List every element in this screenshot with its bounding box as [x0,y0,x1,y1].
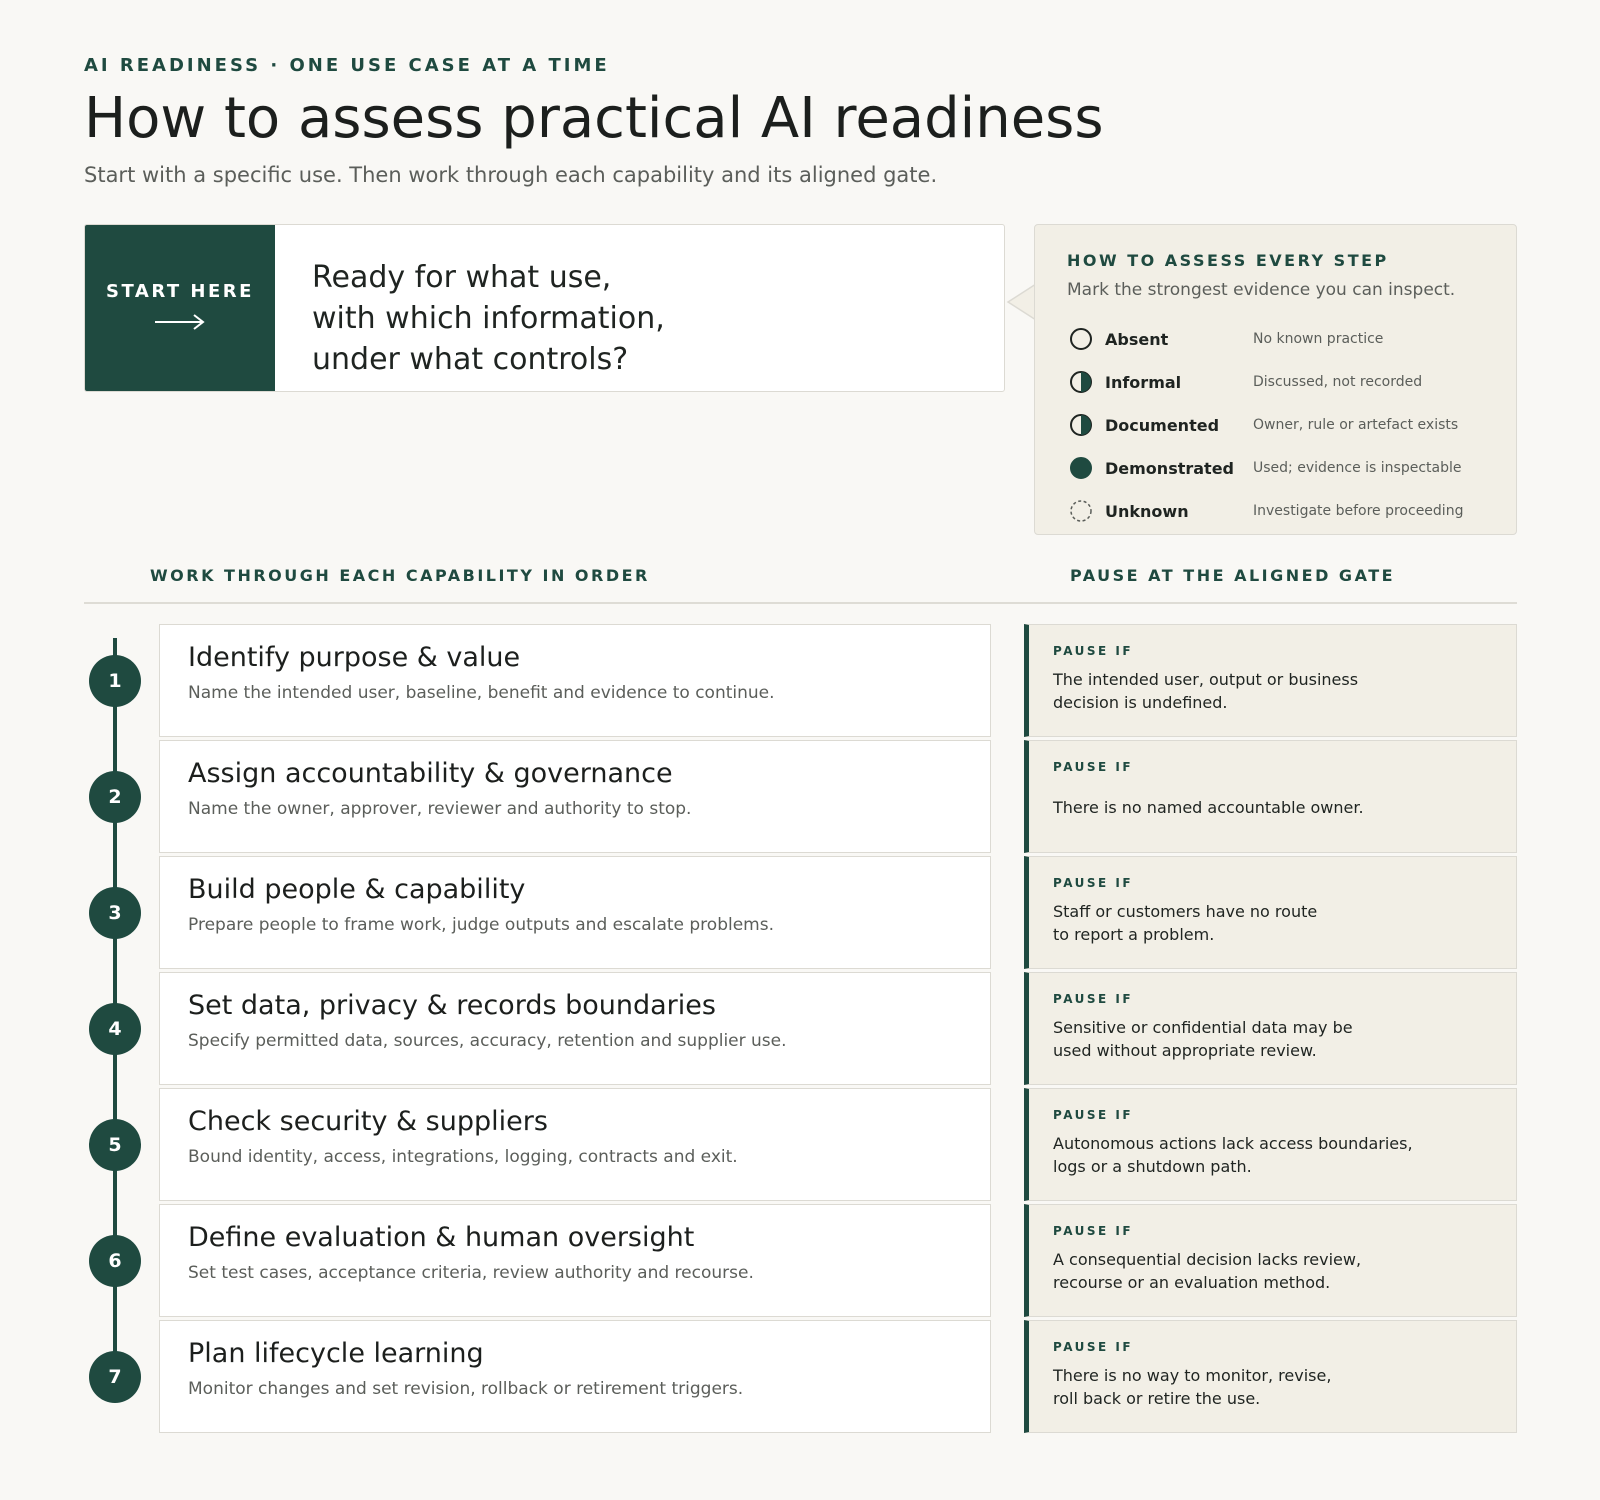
pause-gate-card [1024,856,1517,969]
capability-title: Identify purpose & value [188,642,521,673]
pause-condition-line: decision is undefined. [1053,693,1228,712]
pause-if-label: PAUSE IF [1053,644,1134,658]
legend-subtitle: Mark the strongest evidence you can inspect. [1067,280,1456,300]
capability-column-header: WORK THROUGH EACH CAPABILITY IN ORDER [150,566,650,585]
legend-level-name: Unknown [1105,501,1189,521]
legend-row-demonstrated [1069,455,1509,481]
pause-condition [1053,668,1493,714]
step-number-badge: 4 [89,1003,141,1055]
start-here-tab [85,225,275,391]
capability-title: Build people & capability [188,874,526,905]
pause-if-label: PAUSE IF [1053,876,1134,890]
dashed-circle-icon [1069,499,1093,523]
start-here-label: START HERE [106,280,254,302]
start-question-line: under what controls? [312,342,629,377]
pause-condition-line: A consequential decision lacks review, [1053,1250,1362,1269]
section-divider [84,602,1517,604]
capability-card [159,1204,991,1317]
legend-level-desc: Investigate before proceeding [1253,503,1464,519]
pause-condition-line: Sensitive or confidential data may be [1053,1018,1353,1037]
pause-condition-line: Staff or customers have no route [1053,902,1318,921]
page-subtitle: Start with a specific use. Then work through each capability and its aligned gate. [84,163,938,187]
pause-if-label: PAUSE IF [1053,1108,1134,1122]
capability-title: Assign accountability & governance [188,758,673,789]
legend-row-informal [1069,369,1509,395]
gate-column-header: PAUSE AT THE ALIGNED GATE [1070,566,1396,585]
pause-gate-card [1024,972,1517,1085]
start-question-line: with which information, [312,301,665,336]
legend-row-documented [1069,412,1509,438]
capability-card [159,740,991,853]
legend-level-desc: Owner, rule or artefact exists [1253,417,1459,433]
eyebrow: AI READINESS · ONE USE CASE AT A TIME [84,55,610,76]
pause-gate-card [1024,1320,1517,1433]
pause-if-label: PAUSE IF [1053,1340,1134,1354]
filled-circle-icon [1069,456,1093,480]
pause-gate-card [1024,1088,1517,1201]
half-circle-icon [1069,370,1093,394]
capability-card [159,624,991,737]
pause-condition [1053,1364,1493,1410]
capability-card [159,972,991,1085]
arrow-right-icon [154,314,206,330]
legend-level-desc: Used; evidence is inspectable [1253,460,1462,476]
step-number-badge: 3 [89,887,141,939]
pause-if-label: PAUSE IF [1053,992,1134,1006]
legend-title: HOW TO ASSESS EVERY STEP [1067,251,1389,270]
capability-card [159,856,991,969]
pause-condition-line: There is no named accountable owner. [1053,798,1364,817]
empty-circle-icon [1069,327,1093,351]
pause-gate-card [1024,1204,1517,1317]
legend-row-absent [1069,326,1509,352]
pause-condition-line: recourse or an evaluation method. [1053,1273,1331,1292]
legend-level-name: Documented [1105,415,1220,435]
capability-description: Prepare people to frame work, judge outputs and escalate problems. [188,915,774,935]
half-circle-icon [1069,413,1093,437]
capability-description: Name the owner, approver, reviewer and authority to stop. [188,799,692,819]
pause-condition-line: Autonomous actions lack access boundaries, [1053,1134,1413,1153]
legend-row-unknown [1069,498,1509,524]
pause-condition [1053,1132,1493,1178]
capability-title: Check security & suppliers [188,1106,548,1137]
capability-title: Define evaluation & human oversight [188,1222,695,1253]
pause-condition-line: There is no way to monitor, revise, [1053,1366,1332,1385]
step-number-badge: 1 [89,655,141,707]
start-here-card [84,224,1005,392]
legend-level-desc: Discussed, not recorded [1253,374,1423,390]
legend-level-name: Demonstrated [1105,458,1234,478]
page-title: How to assess practical AI readiness [84,86,1104,151]
pause-if-label: PAUSE IF [1053,1224,1134,1238]
pause-if-label: PAUSE IF [1053,760,1134,774]
legend-level-name: Informal [1105,372,1182,392]
pause-gate-card [1024,624,1517,737]
legend-level-name: Absent [1105,329,1169,349]
step-number-badge: 6 [89,1235,141,1287]
capability-description: Specify permitted data, sources, accuracy, retention and supplier use. [188,1031,787,1051]
step-number-badge: 5 [89,1119,141,1171]
step-number-badge: 7 [89,1351,141,1403]
capability-card [159,1088,991,1201]
pause-condition [1053,796,1493,819]
pause-condition [1053,1016,1493,1062]
capability-description: Bound identity, access, integrations, logging, contracts and exit. [188,1147,738,1167]
legend-pointer [1006,282,1036,322]
capability-card [159,1320,991,1433]
capability-description: Name the intended user, baseline, benefit and evidence to continue. [188,683,775,703]
start-question [275,225,665,391]
pause-condition [1053,1248,1493,1294]
capability-title: Plan lifecycle learning [188,1338,484,1369]
capability-title: Set data, privacy & records boundaries [188,990,716,1021]
step-number-badge: 2 [89,771,141,823]
pause-condition-line: The intended user, output or business [1053,670,1359,689]
pause-condition-line: roll back or retire the use. [1053,1389,1261,1408]
pause-condition-line: to report a problem. [1053,925,1215,944]
capability-description: Set test cases, acceptance criteria, review authority and recourse. [188,1263,754,1283]
assessment-legend [1034,224,1517,535]
pause-gate-card [1024,740,1517,853]
pause-condition-line: used without appropriate review. [1053,1041,1317,1060]
pause-condition-line: logs or a shutdown path. [1053,1157,1252,1176]
capability-description: Monitor changes and set revision, rollback or retirement triggers. [188,1379,744,1399]
start-question-line: Ready for what use, [312,260,612,295]
legend-level-desc: No known practice [1253,331,1384,347]
pause-condition [1053,900,1493,946]
